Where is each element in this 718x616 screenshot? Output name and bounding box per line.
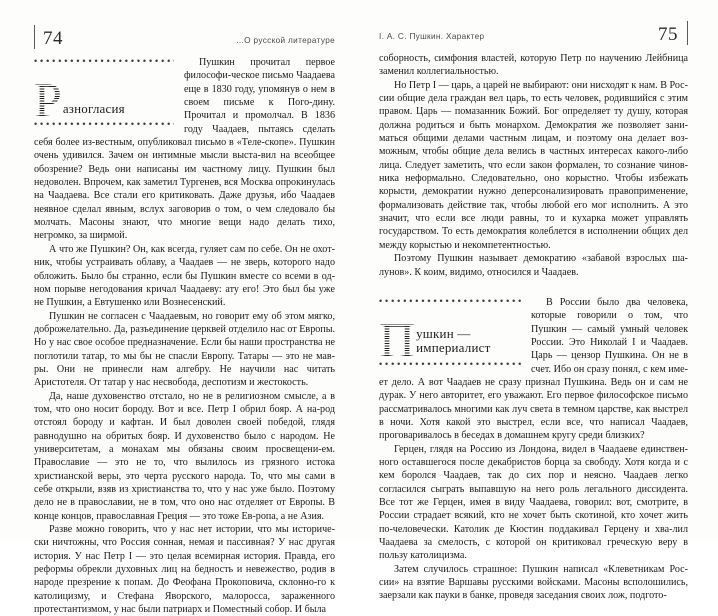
- section-title-row: [34, 64, 174, 128]
- dotted-rule-top: [379, 298, 521, 304]
- section-title-row: [379, 304, 521, 368]
- section-title-text: азногласия: [62, 100, 125, 116]
- drop-cap-letter: П: [379, 311, 416, 368]
- section-title-text: [416, 327, 490, 359]
- paragraph: Пушкин прочитал первое философи-ческое письмо Чаадаева еще в 1830 году, упомянув о нем в своем письме к Пого-дину. Прочитал и промолчал. В 1836 году Чаадаев, пытаясь сделать себя более из-вестным, опубликовал письмо в «Теле-скопе». Пушкин очень удивился. Зачем он интимные мысли выста-вил на всеобщее обозрение? Ведь они написаны им частному лицу. Пушкин был недоволен. Впрочем, как заметил Тургенев, вся Москва опрокинулась на Чаадаева. Все стали его критиковать. Даже друзья, ибо Чаадаев неявное сделал явным, вслух заговорив о том, о чем следовало бы молчать. Масоны знают, что многие вещи надо делать тихо, негромко, за ширмой.: [34, 57, 335, 242]
- page-number-right: 75: [658, 25, 688, 44]
- left-page-body: [34, 56, 335, 616]
- paragraph: соборность, симфония властей, которую Петр по научению Лейбница заменил коллегиальностью.: [379, 53, 688, 78]
- right-page-body: [379, 52, 688, 603]
- paragraph: Пушкин не согласен с Чаадаевым, но говорит ему об этом мягко, доброжелательно. Да, разъединение церквей отделило нас от Европы. Но у нас свое особое предназначение. Если бы наши пространства не поглотили татар, то мы бы не спасли Европу. Татары — это не мав-ры. Они не принесли нам алгебру. Не научили нас читать Аристотеля. От татар у нас несвобода, деспотизм и жестокость.: [34, 310, 335, 389]
- paragraph: Да, наше духовенство отстало, но не в религиозном смысле, а в том, что оно носит бороду. Вот и все. Петр I обрил бояр. А на-род отстоял бороду и кафтан. И был доволен своей победой, глядя равнодушно на обритых бояр. И духовенство было с народом. Не университетам, а монахам мы обязаны своим просвещени-ем. Православие — это не то, что вылилось из грязного истока христианской веры, это черта русского народа. То, что мы сами в себе открыли, взяв из христианства то, что у нас уже было. Поэтому дело не в православии, не в том, что оно нас отделяет от Европы. В конце концов, православная Греция — это тоже Ев-ропа, а не Азия.: [34, 390, 335, 522]
- section-heading-razglasiya: [34, 58, 174, 127]
- paragraph: А что же Пушкин? Он, как всегда, гуляет сам по себе. Он не охот-ник, чтобы устраивать облаву, а Чаадаев — не зверь, которого надо обложить. Было бы странно, если бы Пушкин вместе со всеми в од-ном порыве негодования кричал Чаадаеву: ату его! Это был бы уже не Пушкин, а Евтушенко или Вознесенский.: [34, 243, 335, 309]
- running-head-right: I. А. С. Пушкин. Характер: [379, 32, 485, 42]
- section-title-line-1: ушкин —: [416, 325, 471, 341]
- section-heading-imperialist: [379, 298, 521, 367]
- dotted-rule-top: [34, 58, 174, 64]
- paragraph: В России было два человека, которые говорили о том, что Пушкин — самый умный человек России. Это Николай I и Чаадаев. Царь — цензор Пушкина. Он не в счет. Ибо он сразу понял, с кем име-ет дело. А вот Чаадаев не сразу признал Пушкина. Ведь он и сам не дурак. У него авторитет, его уважают. Его первое философское письмо рассматривалось многими как луч света в темном царстве, как выстрел в ночи. Хотя какой это выстрел, если все, что написал Чаадаев, проговаривалось в беседах в домашнем кругу среди близких?: [379, 296, 688, 442]
- section-title-line-2: империалист: [416, 340, 491, 356]
- right-page-header: [379, 14, 688, 44]
- paragraph: Но Петр I — царь, а царей не выбирают: они нисходят к нам. В Рос-сии общие дела граждан вел царь, то есть человек, родившийся с этим правом. Царь — помазанник Божий. Бог определяет ту душу, которая должна родиться и быть монархом. Демократия же позволяет зани-маться общими делами частным лицам, и поэтому она делает воз-можным, чтобы общие дела велись в частных интересах какого-либо лица. Следует заметить, что если закон формален, то сознание чинов-ника неформально. Следовательно, оно корыстно. Чтобы избежать корысти, демократии нужно деперсонализировать правоприменение, формализовать действие так, чтобы любой его мог исполнить. А это значит, что если все люди равны, то и кухарка может управлять государством. То есть демократия колеблется в исполнении общих дел между корыстью и некомпетентностью.: [379, 79, 688, 251]
- paragraph: Поэтому Пушкин называет демократию «забавой взрослых ша-лунов». К коим, видимо, относился и Чаадаев.: [379, 253, 688, 278]
- drop-cap-letter: Р: [34, 72, 62, 128]
- paragraph: Герцен, глядя на Россию из Лондона, видел в Чаадаеве единствен-ного оставшегося после декабристов борца за свободу. Хотя когда и с кем боролся Чаадаев, так до сих пор и неясно. Чаадаев легко согласился сыграть выпавшую на него роль легального диссидента. Все тот же Герцен, имея в виду Чаадаева, говорил: вот, смотрите, в России страдает всякий, кто не хочет быть скотиной, кто хочет жить по-человечески. Католик де Кюстин поддакивал Герцену и хва-лил Чаадаева за смелость, с которой он критиковал греческую веру в пользу католицизма.: [379, 443, 688, 562]
- paragraph: Разве можно говорить, что у нас нет истории, что мы историче-ски ничтожны, что Россия сонная, немая и пассивная? У нас другая история. У нас Петр I — это целая всемирная история. Правда, его реформы обрекли духовных лиц на бедность и невежество, родив в народе презрение к попам. До Феофана Прокоповича, склонно-го к католицизму, и Стефана Яворского, малоросса, зараженного протестантизмом, у нас были патриарх и Поместный собор. И была: [34, 524, 335, 616]
- paragraph: Затем случилось страшное: Пушкин написал «Клеветникам Рос-сии» на взятие Варшавы русскими войсками. Масоны всполошились, заерзали как пауки в банке, проведя заседания своих лож, подгото-: [379, 563, 688, 602]
- left-page-header: [34, 18, 335, 48]
- page-right: [359, 0, 718, 602]
- running-head-left: ...О русской литературе: [236, 36, 335, 46]
- page-number-left: 74: [34, 29, 63, 48]
- section-spacer: [379, 279, 688, 296]
